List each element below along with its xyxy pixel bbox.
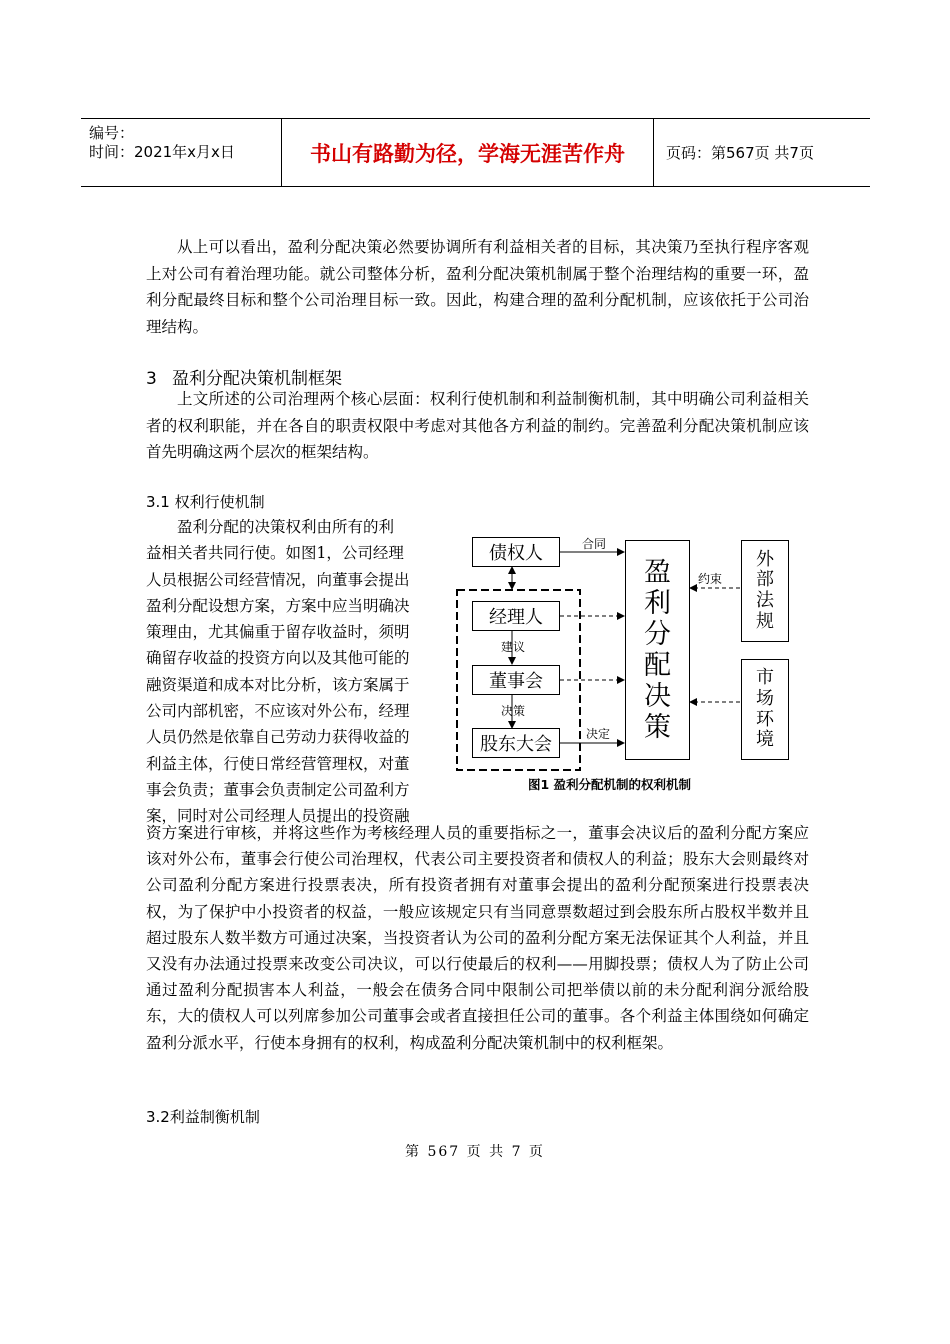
- section-3-title: 盈利分配决策机制框架: [172, 369, 342, 389]
- time-label: 时间：2021年x月x日: [89, 143, 235, 161]
- figure-1: [452, 530, 812, 800]
- header-page-info: 页码：第567页 共7页: [666, 144, 814, 162]
- wrap-line: 确留存收益的投资方向以及其他可能的: [146, 649, 410, 668]
- law-char: 部: [756, 569, 774, 591]
- wrap-line: 人员根据公司经营情况，向董事会提出: [146, 570, 410, 589]
- page-footer: 第 567 页 共 7 页: [405, 1144, 545, 1160]
- number-label: 编号：: [89, 124, 135, 142]
- section-3-1-heading: 3.1 权利行使机制: [146, 493, 265, 511]
- creditor-box: 债权人: [472, 537, 560, 567]
- law-char: 规: [756, 610, 774, 632]
- center-char: 盈: [644, 556, 671, 588]
- profit-decision-box: [625, 540, 690, 760]
- wrap-line: 公司内部机密，不应该对外公布，经理: [146, 702, 410, 721]
- contract-label: 合同: [582, 537, 607, 551]
- header-left-cell: [81, 119, 281, 186]
- wrap-line: 人员仍然是依靠自己劳动力获得收益的: [146, 728, 410, 747]
- section-3-number: 3: [146, 369, 157, 389]
- law-char: 外: [756, 548, 774, 570]
- decide-label: 决定: [586, 727, 611, 741]
- law-char: 法: [756, 590, 774, 611]
- section-3-paragraph: 上文所述的公司治理两个核心层面：权利行使机制和利益制衡机制，其中明确公司利益相关者的权利职能，并在各自的职责权限中考虑对其他各方利益的制约。完善盈利分配决策机制应该首先明确这两个层次的框架结构。: [146, 390, 809, 461]
- wrapped-text-block: [146, 514, 436, 830]
- constraint-label: 约束: [698, 572, 723, 586]
- suggest-label: 建议: [501, 640, 526, 654]
- intro-paragraph: 从上可以看出，盈利分配决策必然要协调所有利益相关者的目标，其决策乃至执行程序客观上对公司有着治理功能。就公司整体分析，盈利分配决策机制属于整个治理结构的重要一环，盈利分配最终目标和整个公司治理目标一致。因此，构建合理的盈利分配机制，应该依托于公司治理结构。: [146, 238, 809, 336]
- header-motto: 书山有路勤为径，学海无涯苦作舟: [310, 141, 625, 166]
- wrap-line: 融资渠道和成本对比分析，该方案属于: [146, 675, 410, 694]
- center-char: 利: [644, 587, 671, 619]
- wrap-line: 事会负责；董事会负责制定公司盈利方: [146, 780, 410, 799]
- wrap-line: 益相关者共同行使。如图1，公司经理: [146, 544, 404, 563]
- center-char: 配: [644, 650, 671, 681]
- figure-caption: 图1 盈利分配机制的权利机制: [528, 777, 692, 792]
- shareholders-box: 股东大会: [472, 728, 560, 758]
- market-char: 场: [756, 687, 774, 709]
- center-char: 策: [644, 712, 671, 744]
- market-char: 环: [756, 708, 774, 730]
- market-environment-box: [741, 659, 789, 760]
- manager-box: 经理人: [472, 601, 560, 631]
- wrap-line: 盈利分配的决策权利由所有的利: [177, 518, 395, 536]
- section-3-2-heading: 3.2利益制衡机制: [146, 1108, 260, 1126]
- wrap-line: 利益主体，行使日常经营管理权，对董: [146, 754, 410, 773]
- header-table: [81, 118, 870, 187]
- wrap-line: 盈利分配设想方案，方案中应当明确决: [146, 596, 410, 615]
- decision-label: 决策: [501, 704, 526, 718]
- wrap-line: 策理由，尤其偏重于留存收益时，须明: [146, 623, 410, 642]
- center-char: 决: [644, 681, 671, 713]
- center-char: 分: [644, 618, 671, 650]
- wrap-line: 案，同时对公司经理人员提出的投资融: [146, 807, 410, 826]
- section-3-1-paragraph: 资方案进行审核，并将这些作为考核经理人员的重要指标之一，董事会决议后的盈利分配方案应该对外公布，董事会行使公司治理权，代表公司主要投资者和债权人的利益；股东大会则最终对公司盈利分配方案进行投票表决，所有投资者拥有对董事会提出的盈利分配预案进行投票表决权，为了保护中小投资者的权益，一般应该规定只有当同意票数超过到会股东所占股权半数并且超过股东人数半数方可通过决案，当投资者认为公司的盈利分配方案无法保证其个人利益，并且又没有办法通过投票来改变公司决议，可以行使最后的权利——用脚投票；债权人为了防止公司通过盈利分配损害本人利益，一般会在债务合同中限制公司把举债以前的未分配利润分派给股东，大的债权人可以列席参加公司董事会或者直接担任公司的董事。各个利益主体围绕如何确定盈利分派水平，行使本身拥有的权利，构成盈利分配决策机制中的权利框架。: [146, 824, 809, 1052]
- market-char: 境: [756, 729, 774, 751]
- market-char: 市: [756, 667, 774, 689]
- external-law-box: [741, 540, 789, 642]
- board-box: 董事会: [472, 665, 560, 695]
